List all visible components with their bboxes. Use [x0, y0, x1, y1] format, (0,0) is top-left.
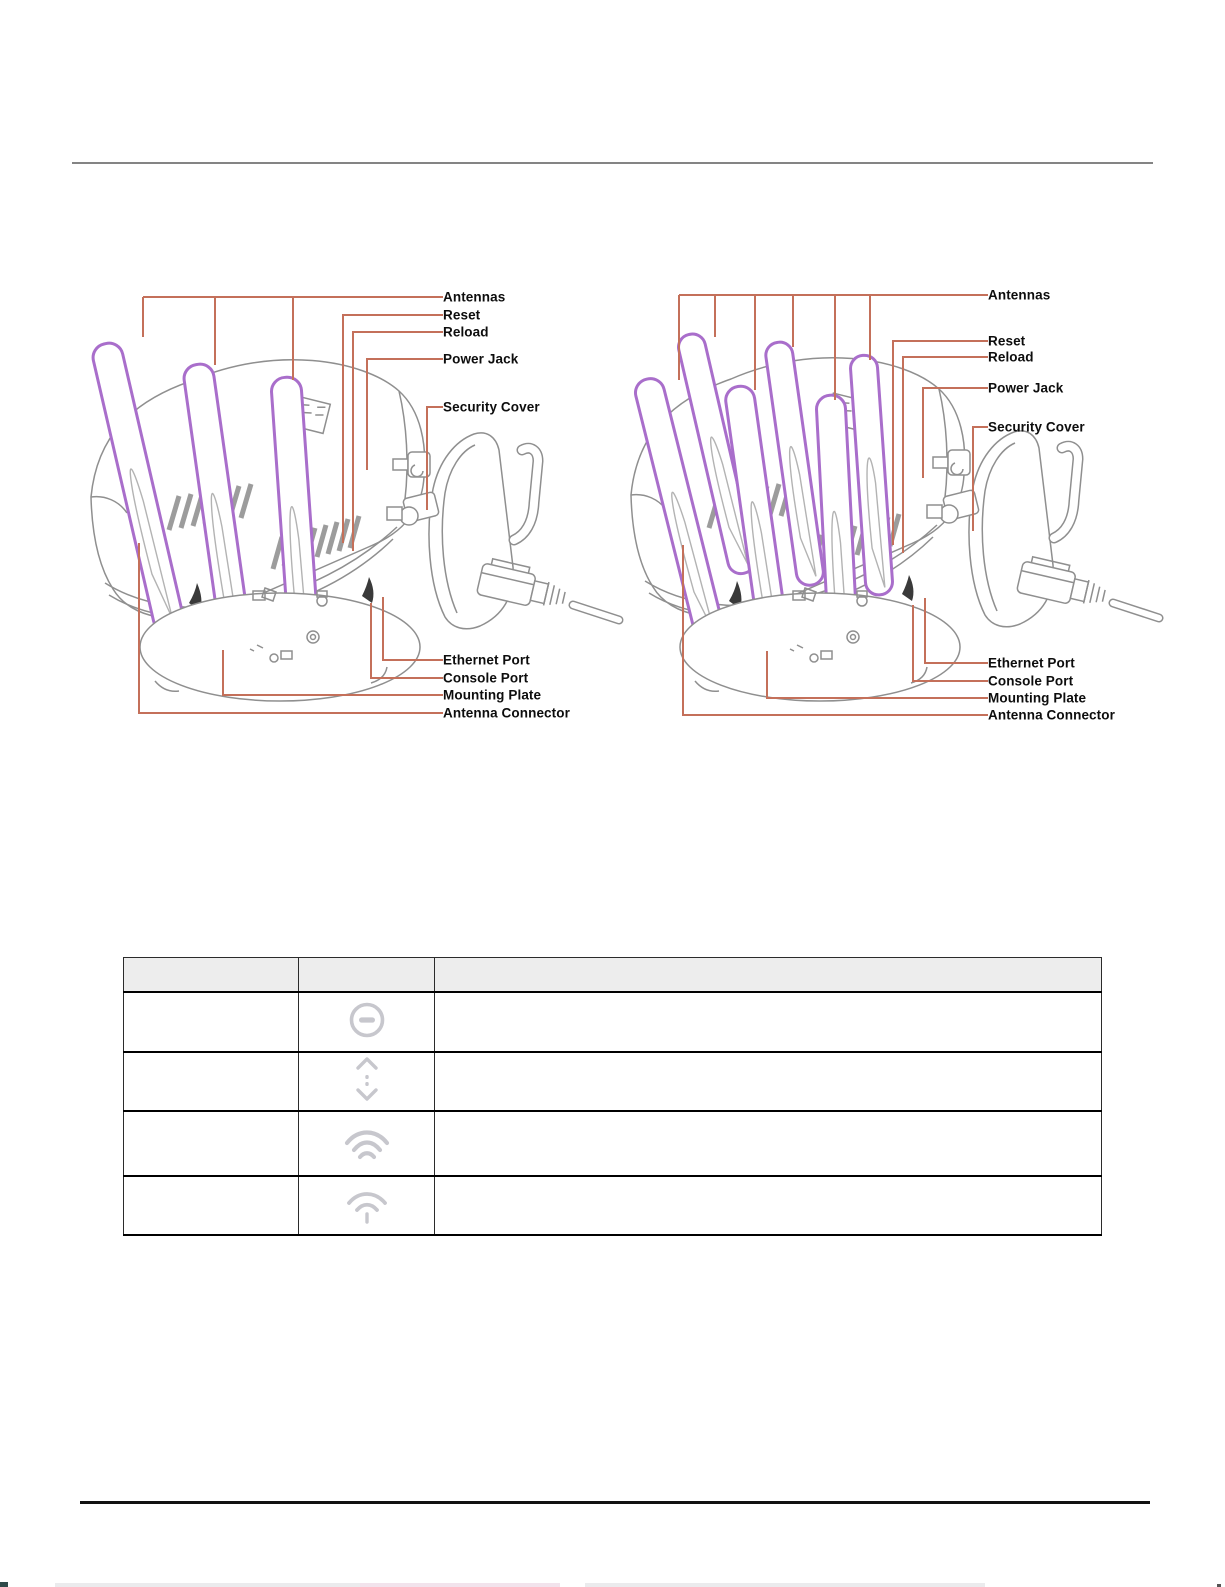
wifi-signal-strong-icon [339, 1118, 395, 1164]
top-divider [72, 162, 1153, 164]
label-console-port: Console Port [988, 673, 1074, 689]
row-icon-cell [299, 1052, 435, 1111]
label-ethernet-port: Ethernet Port [988, 655, 1075, 671]
table-header-col2 [299, 958, 435, 993]
row-label-cell [124, 1052, 299, 1111]
resize-vertical-icon [347, 1053, 387, 1105]
page-edge-artifact [360, 1583, 560, 1587]
label-mounting-plate: Mounting Plate [443, 687, 542, 703]
diagram-access-point-3-antennas [75, 285, 615, 740]
label-console-port: Console Port [443, 670, 529, 686]
label-antenna-connector: Antenna Connector [443, 705, 570, 721]
table-header-row [124, 958, 1102, 993]
label-antennas: Antennas [988, 287, 1051, 303]
label-ethernet-port: Ethernet Port [443, 652, 530, 668]
row-icon-cell [299, 1111, 435, 1176]
row-label-cell [124, 1176, 299, 1235]
row-icon-cell [299, 1176, 435, 1235]
label-antenna-connector: Antenna Connector [988, 707, 1115, 723]
icon-table [123, 957, 1102, 1236]
label-power-jack: Power Jack [988, 380, 1064, 396]
row-description-cell [435, 1176, 1102, 1235]
device-illustration [75, 285, 615, 740]
label-security-cover: Security Cover [443, 399, 540, 415]
page-edge-artifact [585, 1583, 985, 1587]
row-icon-cell [299, 992, 435, 1052]
bottom-divider [80, 1501, 1150, 1504]
table-row [124, 1052, 1102, 1111]
label-power-jack: Power Jack [443, 351, 519, 367]
label-security-cover: Security Cover [988, 419, 1085, 435]
table-row [124, 1111, 1102, 1176]
table-row [124, 1176, 1102, 1235]
table-header-col1 [124, 958, 299, 993]
row-label-cell [124, 992, 299, 1052]
minus-circle-icon [345, 998, 389, 1042]
label-reload: Reload [988, 349, 1034, 365]
diagram-access-point-6-antennas [615, 283, 1130, 743]
label-antennas: Antennas [443, 289, 506, 305]
row-description-cell [435, 992, 1102, 1052]
label-mounting-plate: Mounting Plate [988, 690, 1087, 706]
table-row [124, 992, 1102, 1052]
page-edge-artifact [0, 1582, 8, 1587]
label-reset: Reset [443, 307, 481, 323]
table-header-col3 [435, 958, 1102, 993]
wifi-signal-weak-icon [341, 1181, 393, 1225]
label-reset: Reset [988, 333, 1026, 349]
row-description-cell [435, 1111, 1102, 1176]
row-description-cell [435, 1052, 1102, 1111]
label-reload: Reload [443, 324, 489, 340]
row-label-cell [124, 1111, 299, 1176]
